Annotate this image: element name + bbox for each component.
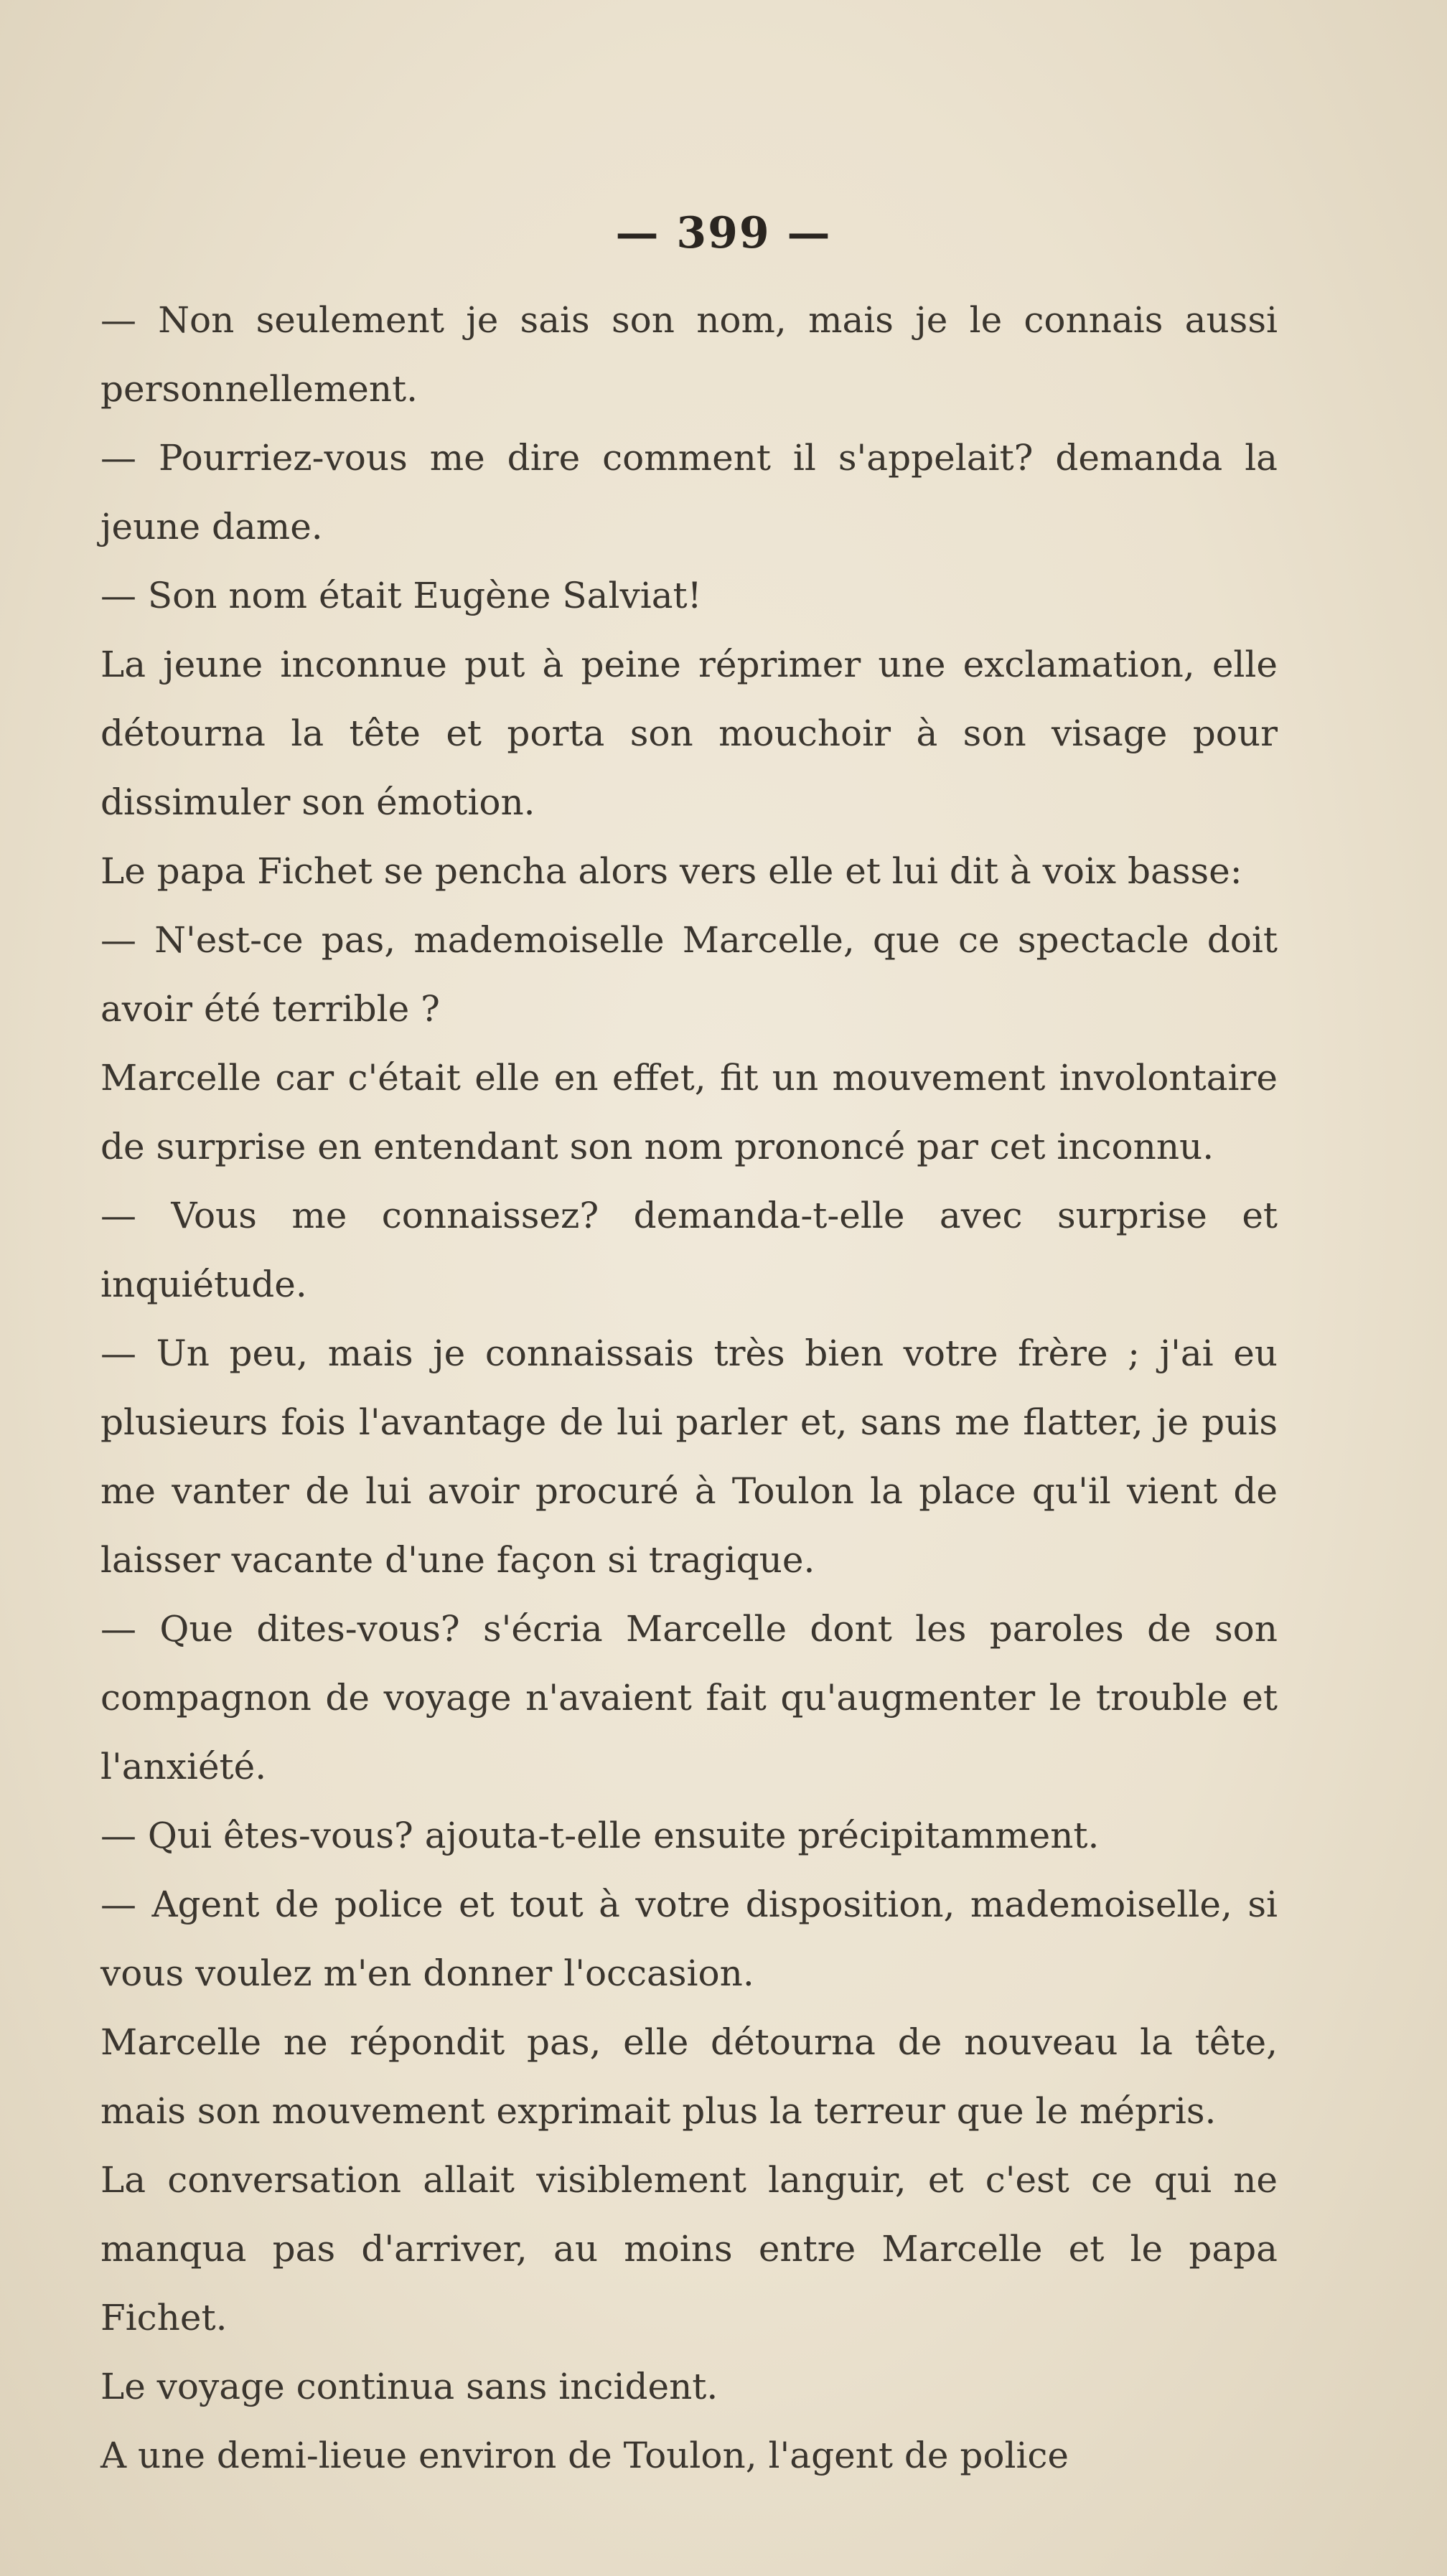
paragraph: La jeune inconnue put à peine réprimer une exclamation, elle détourna la tête et porta son mouchoir à son visage pour dissimuler son émotion. <box>100 644 1278 823</box>
paragraph: — Son nom était Eugène Salviat! <box>100 575 702 616</box>
paragraph: Le voyage continua sans incident. <box>100 2366 718 2407</box>
paragraph: — Vous me connaissez? demanda-t-elle avec surprise et inquiétude. <box>100 1195 1278 1305</box>
paragraph: — Un peu, mais je connaissais très bien votre frère ; j'ai eu plusieurs fois l'avantage de lui parler et, sans me flatter, je puis me vanter de lui avoir procuré à Toulon la place qu'il vient de laisser vacante d'une façon si tragique. <box>100 1332 1278 1581</box>
body-text <box>100 286 1278 2490</box>
paragraph: — Que dites-vous? s'écria Marcelle dont les paroles de son compagnon de voyage n'avaient fait qu'augmenter le trouble et l'anxiété. <box>100 1608 1278 1787</box>
paragraph: Le papa Fichet se pencha alors vers elle et lui dit à voix basse: <box>100 850 1242 892</box>
paragraph: — Agent de police et tout à votre disposition, mademoiselle, si vous voulez m'en donner l'occasion. <box>100 1884 1278 1994</box>
paragraph: Marcelle car c'était elle en effet, fit un mouvement involontaire de surprise en entendant son nom prononcé par cet inconnu. <box>100 1057 1278 1167</box>
paragraph: — Pourriez-vous me dire comment il s'appelait? demanda la jeune dame. <box>100 437 1278 547</box>
paragraph: — N'est-ce pas, mademoiselle Marcelle, que ce spectacle doit avoir été terrible ? <box>100 919 1278 1030</box>
page-number: — 399 — <box>615 208 832 258</box>
paragraph: A une demi-lieue environ de Toulon, l'agent de police <box>100 2435 1069 2476</box>
paragraph: Marcelle ne répondit pas, elle détourna de nouveau la tête, mais son mouvement exprimait plus la terreur que le mépris. <box>100 2021 1278 2132</box>
paragraph: — Non seulement je sais son nom, mais je le connais aussi personnellement. <box>100 299 1278 410</box>
paragraph: — Qui êtes-vous? ajouta-t-elle ensuite précipitamment. <box>100 1815 1100 1856</box>
paragraph: La conversation allait visiblement languir, et c'est ce qui ne manqua pas d'arriver, au moins entre Marcelle et le papa Fichet. <box>100 2159 1278 2338</box>
